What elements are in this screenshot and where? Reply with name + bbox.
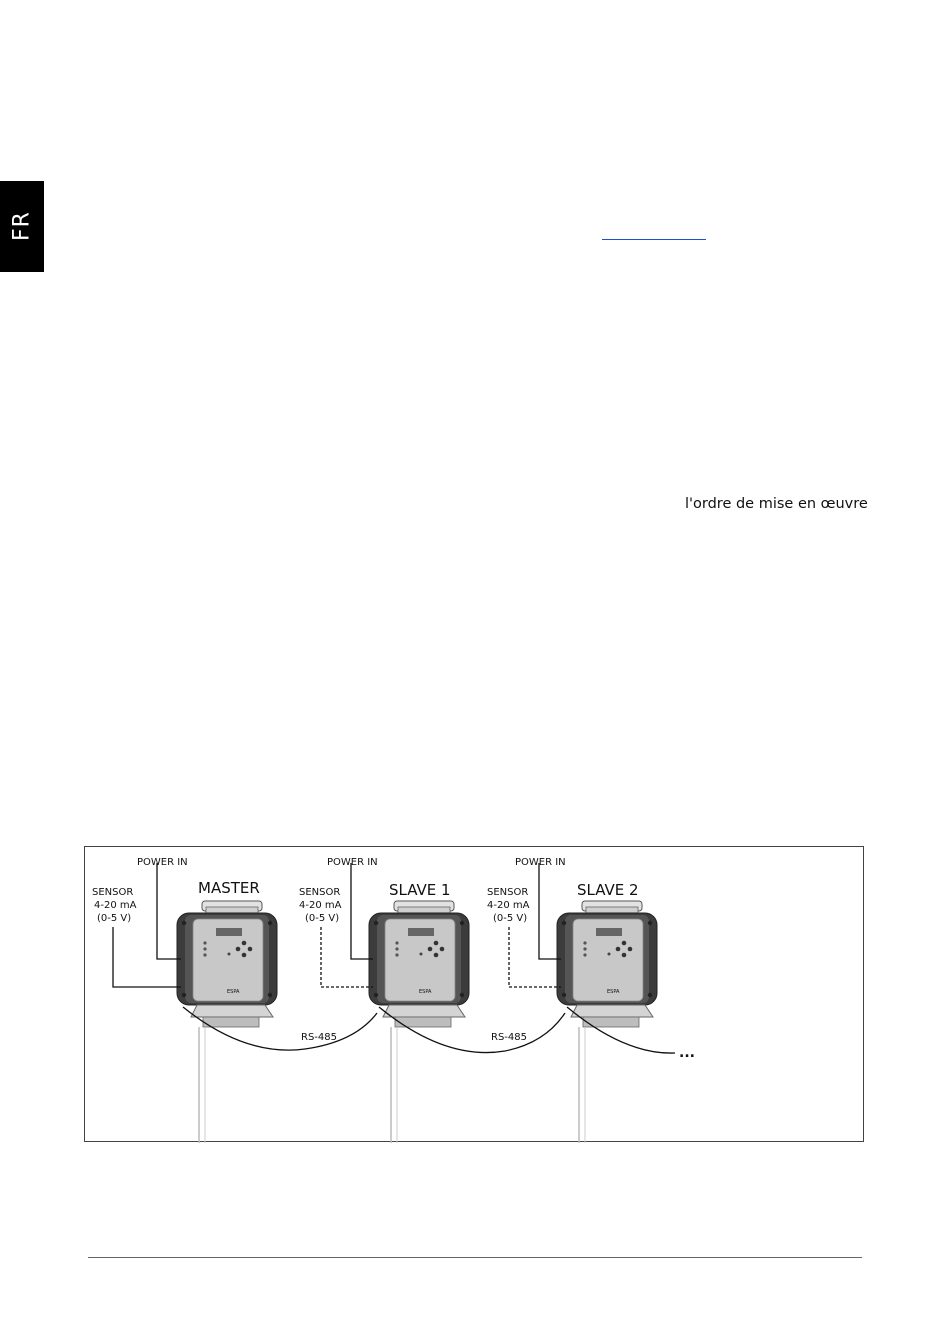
multi-pump-wiring-figure — [84, 846, 864, 1142]
master-power-label: POWER IN — [137, 857, 188, 868]
body-text-fragment: l'ordre de mise en œuvre — [685, 496, 868, 512]
slave-1-sensor-voltage: (0-5 V) — [305, 913, 340, 924]
master-title: MASTER — [198, 879, 260, 897]
slave-2-sensor-line — [509, 927, 561, 987]
language-tab — [0, 181, 44, 272]
wiring-diagram — [85, 847, 865, 1143]
master-sensor-voltage: (0-5 V) — [97, 913, 132, 924]
rs485-label-2: RS-485 — [491, 1032, 527, 1043]
slave-2-sensor-label: SENSOR — [487, 887, 529, 898]
slave-1-sensor-label: SENSOR — [299, 887, 341, 898]
hyperlink-underline[interactable] — [602, 239, 706, 240]
master-sensor-range: 4-20 mA — [94, 900, 137, 911]
continuation-ellipsis: ... — [679, 1045, 695, 1061]
slave-2-sensor-range: 4-20 mA — [487, 900, 530, 911]
slave-1-sensor-line — [321, 927, 373, 987]
master-sensor-line — [113, 927, 181, 987]
slave-2-sensor-voltage: (0-5 V) — [493, 913, 528, 924]
rs485-label-1: RS-485 — [301, 1032, 337, 1043]
language-tab-label: FR — [9, 211, 35, 241]
master-pump-unit — [177, 901, 277, 1143]
master-brand-logo: ESPA — [227, 989, 240, 995]
slave-2-power-label: POWER IN — [515, 857, 566, 868]
slave-1-title: SLAVE 1 — [389, 881, 451, 899]
slave-2-brand-logo: ESPA — [607, 989, 620, 995]
master-sensor-label: SENSOR — [92, 887, 134, 898]
slave-1-brand-logo: ESPA — [419, 989, 432, 995]
slave-2-pump-unit — [557, 901, 657, 1143]
slave-2-title: SLAVE 2 — [577, 881, 639, 899]
slave-1-power-label: POWER IN — [327, 857, 378, 868]
slave-1-pump-unit — [369, 901, 469, 1143]
footer-divider — [88, 1257, 862, 1258]
slave-1-sensor-range: 4-20 mA — [299, 900, 342, 911]
